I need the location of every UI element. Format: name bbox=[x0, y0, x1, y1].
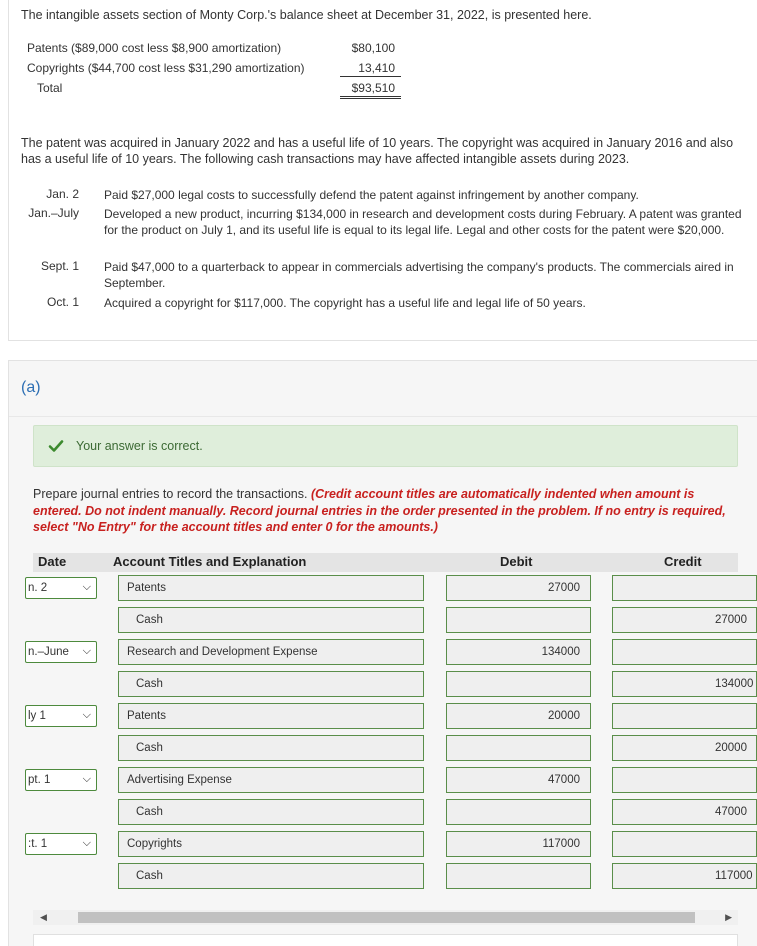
subtotal-rule bbox=[340, 76, 401, 77]
total-double-rule bbox=[340, 96, 401, 99]
chevron-down-icon: ⌵ bbox=[82, 645, 91, 657]
date-value: n.–June bbox=[28, 646, 69, 658]
credit-input[interactable] bbox=[612, 703, 757, 729]
account-title-input[interactable] bbox=[118, 703, 424, 729]
debit-value: 47000 bbox=[548, 774, 580, 786]
next-section-box bbox=[33, 934, 738, 946]
correct-answer-banner bbox=[33, 425, 738, 467]
account-title-input[interactable] bbox=[118, 735, 424, 761]
instruction-text: Prepare journal entries to record the transactions. bbox=[33, 487, 311, 501]
date-value: pt. 1 bbox=[28, 774, 51, 786]
credit-input[interactable] bbox=[612, 607, 757, 633]
txn-description: Acquired a copyright for $117,000. The copyright has a useful life and legal life of 50 years. bbox=[104, 296, 586, 310]
debit-input[interactable] bbox=[446, 831, 591, 857]
credit-input[interactable] bbox=[612, 575, 757, 601]
txn-description: Developed a new product, incurring $134,000 in research and development costs during February. A patent was granted for the product on July 1, and its useful life is equal to its legal life. Legal and other costs for the patent were $20,000. bbox=[104, 207, 742, 237]
txn-date: Jan. 2 bbox=[46, 187, 79, 201]
txn-date: Jan.–July bbox=[28, 206, 79, 220]
date-dropdown[interactable] bbox=[25, 769, 97, 791]
account-title-input[interactable] bbox=[118, 863, 424, 889]
debit-value: 134000 bbox=[541, 646, 580, 658]
instructions bbox=[33, 486, 738, 536]
account-title: Cash bbox=[136, 870, 163, 882]
account-title: Cash bbox=[136, 678, 163, 690]
asset-label: Patents ($89,000 cost less $8,900 amortization) bbox=[27, 41, 282, 55]
debit-input[interactable] bbox=[446, 703, 591, 729]
credit-value: 47000 bbox=[715, 806, 747, 818]
credit-input[interactable] bbox=[612, 863, 757, 889]
credit-value: 117000 bbox=[715, 870, 753, 882]
date-dropdown[interactable] bbox=[25, 705, 97, 727]
credit-input[interactable] bbox=[612, 799, 757, 825]
account-title: Advertising Expense bbox=[127, 774, 232, 786]
account-title: Cash bbox=[136, 742, 163, 754]
txn-date: Oct. 1 bbox=[46, 295, 79, 309]
credit-value: 27000 bbox=[715, 614, 747, 626]
header-date: Date bbox=[38, 554, 67, 569]
account-title: Cash bbox=[136, 806, 163, 818]
debit-input[interactable] bbox=[446, 735, 591, 761]
credit-input[interactable] bbox=[612, 671, 757, 697]
debit-input[interactable] bbox=[446, 767, 591, 793]
account-title: Cash bbox=[136, 614, 163, 626]
txn-date: Sept. 1 bbox=[40, 259, 79, 273]
credit-input[interactable] bbox=[612, 735, 757, 761]
header-credit: Credit bbox=[664, 554, 702, 569]
asset-amount: 13,410 bbox=[358, 61, 395, 75]
account-title-input[interactable] bbox=[118, 607, 424, 633]
chevron-down-icon: ⌵ bbox=[82, 837, 91, 849]
debit-input[interactable] bbox=[446, 607, 591, 633]
header-debit: Debit bbox=[500, 554, 533, 569]
debit-input[interactable] bbox=[446, 671, 591, 697]
debit-value: 117000 bbox=[542, 838, 580, 850]
chevron-down-icon: ⌵ bbox=[82, 709, 91, 721]
date-value: n. 2 bbox=[28, 582, 48, 594]
problem-heading: The intangible assets section of Monty Corp.'s balance sheet at December 31, 2022, is presented here. bbox=[21, 8, 592, 22]
date-dropdown[interactable] bbox=[25, 641, 97, 663]
credit-value: 134000 bbox=[715, 678, 754, 690]
account-title-input[interactable] bbox=[118, 767, 424, 793]
scroll-left-arrow-icon[interactable]: ◀ bbox=[40, 912, 47, 922]
date-dropdown[interactable] bbox=[25, 577, 97, 599]
debit-value: 27000 bbox=[548, 582, 580, 594]
account-title: Copyrights bbox=[127, 838, 182, 850]
header-account: Account Titles and Explanation bbox=[113, 554, 307, 569]
debit-input[interactable] bbox=[446, 799, 591, 825]
credit-input[interactable] bbox=[612, 639, 757, 665]
account-title: Research and Development Expense bbox=[127, 646, 318, 658]
scroll-right-arrow-icon[interactable]: ▶ bbox=[725, 912, 732, 922]
date-value: ly 1 bbox=[28, 710, 46, 722]
horizontal-scrollbar[interactable] bbox=[33, 910, 738, 925]
asset-amount: $93,510 bbox=[351, 81, 395, 95]
account-title-input[interactable] bbox=[118, 671, 424, 697]
part-label: (a) bbox=[21, 379, 41, 396]
instruction-note: (Credit account titles are automatically indented when amount is entered. Do not indent manually. Record journal entries in the order presented in the problem. If no entry is required, select "No Entry" for the account titles and enter 0 for the amounts.) bbox=[33, 487, 726, 534]
chevron-down-icon: ⌵ bbox=[82, 581, 91, 593]
date-value: :t. 1 bbox=[28, 838, 48, 850]
chevron-down-icon: ⌵ bbox=[82, 773, 91, 785]
asset-label: Copyrights ($44,700 cost less $31,290 amortization) bbox=[27, 61, 305, 75]
credit-input[interactable] bbox=[612, 831, 757, 857]
asset-label: Total bbox=[37, 81, 63, 95]
journal-table-header bbox=[33, 553, 738, 572]
correct-answer-text: Your answer is correct. bbox=[76, 439, 203, 453]
credit-value: 20000 bbox=[715, 742, 747, 754]
debit-input[interactable] bbox=[446, 863, 591, 889]
debit-input[interactable] bbox=[446, 639, 591, 665]
txn-description: Paid $47,000 to a quarterback to appear in commercials advertising the company's products. The commercials aired in September. bbox=[104, 260, 734, 290]
debit-value: 20000 bbox=[548, 710, 580, 722]
txn-description: Paid $27,000 legal costs to successfully defend the patent against infringement by another company. bbox=[104, 188, 639, 202]
account-title: Patents bbox=[127, 710, 166, 722]
problem-paragraph: The patent was acquired in January 2022 and has a useful life of 10 years. The copyright was acquired in January 2016 and also has a useful life of 10 years. The following cash transactions may have affected intangible assets during 2023. bbox=[21, 136, 734, 166]
debit-input[interactable] bbox=[446, 575, 591, 601]
account-title-input[interactable] bbox=[118, 831, 424, 857]
account-title-input[interactable] bbox=[118, 639, 424, 665]
checkmark-icon bbox=[48, 438, 64, 454]
credit-input[interactable] bbox=[612, 767, 757, 793]
scrollbar-thumb[interactable] bbox=[78, 912, 695, 923]
asset-amount: $80,100 bbox=[351, 41, 395, 55]
date-dropdown[interactable] bbox=[25, 833, 97, 855]
account-title: Patents bbox=[127, 582, 166, 594]
account-title-input[interactable] bbox=[118, 799, 424, 825]
account-title-input[interactable] bbox=[118, 575, 424, 601]
